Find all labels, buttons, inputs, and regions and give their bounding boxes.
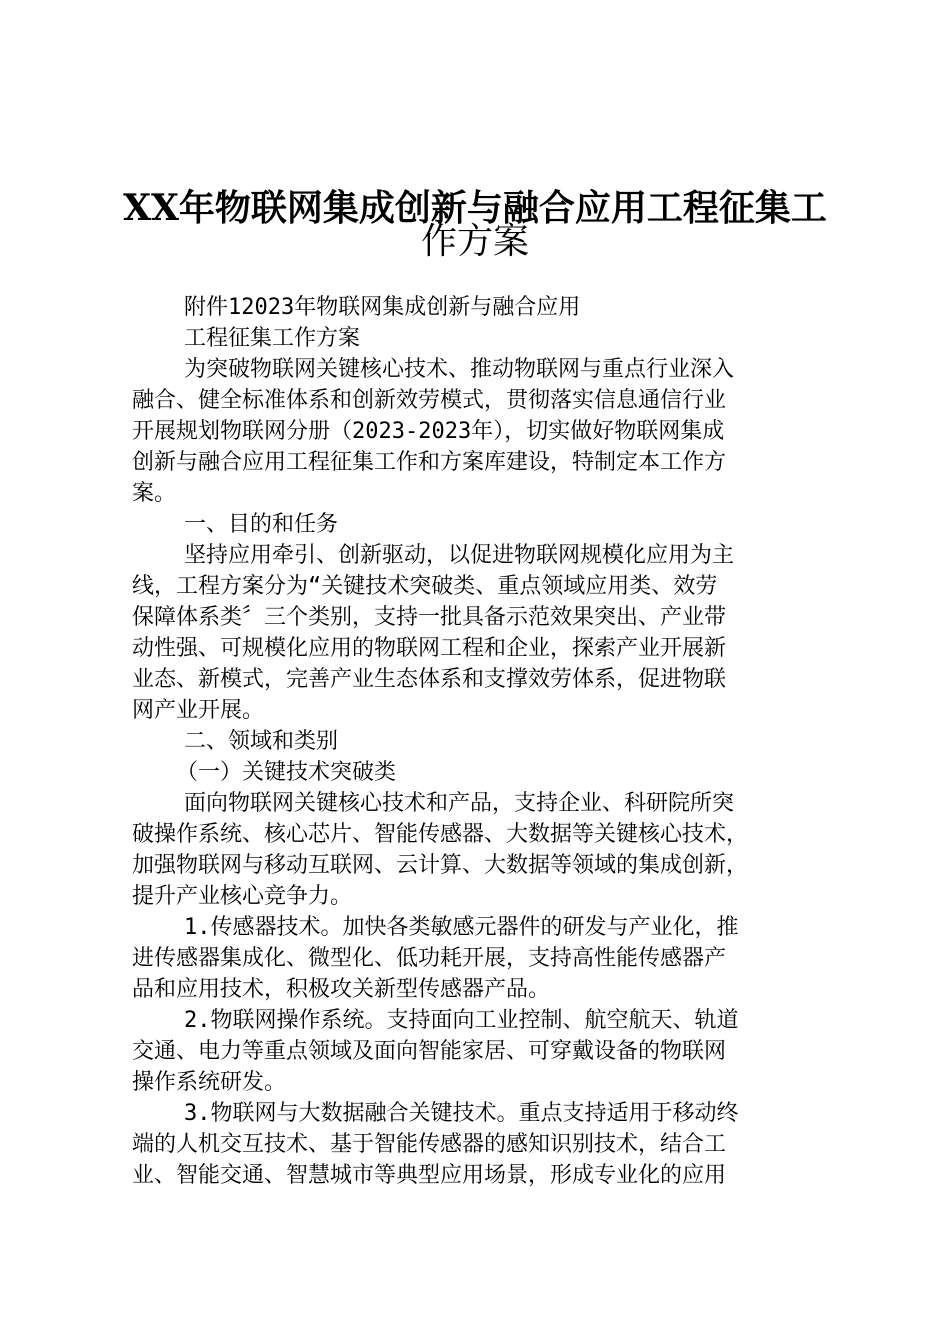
- body-line: 破操作系统、核心芯片、智能传感器、大数据等关键核心技术，: [132, 822, 749, 847]
- section-heading: 二、领域和类别: [184, 729, 339, 754]
- list-item: 1.传感器技术。加快各类敏感元器件的研发与产业化，推: [184, 915, 739, 940]
- body-line: 端的人机交互技术、基于智能传感器的感知识别技术，结合工: [132, 1132, 727, 1157]
- body-line: 创新与融合应用工程征集工作和方案库建设，特制定本工作方: [132, 450, 727, 475]
- body-line: 进传感器集成化、微型化、低功耗开展，支持高性能传感器产: [132, 946, 727, 971]
- document-title-line-2: 作方案: [420, 221, 529, 262]
- list-item: 2.物联网操作系统。支持面向工业控制、航空航天、轨道: [184, 1008, 739, 1033]
- body-line: 业态、新模式，完善产业生态体系和支撑效劳体系，促进物联: [132, 667, 727, 692]
- body-line: 保障体系类〞三个类别，支持一批具备示范效果突出、产业带: [132, 605, 727, 630]
- body-line: 案。: [132, 481, 177, 506]
- body-line: 动性强、可规模化应用的物联网工程和企业，探索产业开展新: [132, 636, 727, 661]
- document-body: [132, 292, 822, 1191]
- body-line: 提升产业核心竞争力。: [132, 884, 353, 909]
- body-line: 坚持应用牵引、创新驱动，以促进物联网规模化应用为主: [184, 543, 735, 568]
- body-line: 融合、健全标准体系和创新效劳模式，贯彻落实信息通信行业: [132, 388, 727, 413]
- body-line: 网产业开展。: [132, 698, 265, 723]
- body-line: 线，工程方案分为“关键技术突破类、重点领域应用类、效劳: [132, 574, 718, 599]
- body-line: 为突破物联网关键核心技术、推动物联网与重点行业深入: [184, 357, 735, 382]
- body-line: 品和应用技术，积极攻关新型传感器产品。: [132, 977, 551, 1002]
- body-line: 操作系统研发。: [132, 1070, 287, 1095]
- body-line: 面向物联网关键核心技术和产品，支持企业、科研院所突: [184, 791, 735, 816]
- body-line: 交通、电力等重点领域及面向智能家居、可穿戴设备的物联网: [132, 1039, 727, 1064]
- body-line: 开展规划物联网分册（2023-2023年），切实做好物联网集成: [132, 419, 725, 444]
- section-heading: 一、目的和任务: [184, 512, 339, 537]
- subsection-heading: （一）关键技术突破类: [176, 760, 397, 785]
- body-line: 业、智能交通、智慧城市等典型应用场景，形成专业化的应用: [132, 1163, 727, 1188]
- body-line: 加强物联网与移动互联网、云计算、大数据等领域的集成创新，: [132, 853, 749, 878]
- document-title-line-1: XX年物联网集成创新与融合应用工程征集工: [123, 187, 827, 229]
- list-item: 3.物联网与大数据融合关键技术。重点支持适用于移动终: [184, 1101, 739, 1126]
- body-line: 工程征集工作方案: [184, 326, 361, 351]
- body-line: 附件12023年物联网集成创新与融合应用: [184, 295, 581, 320]
